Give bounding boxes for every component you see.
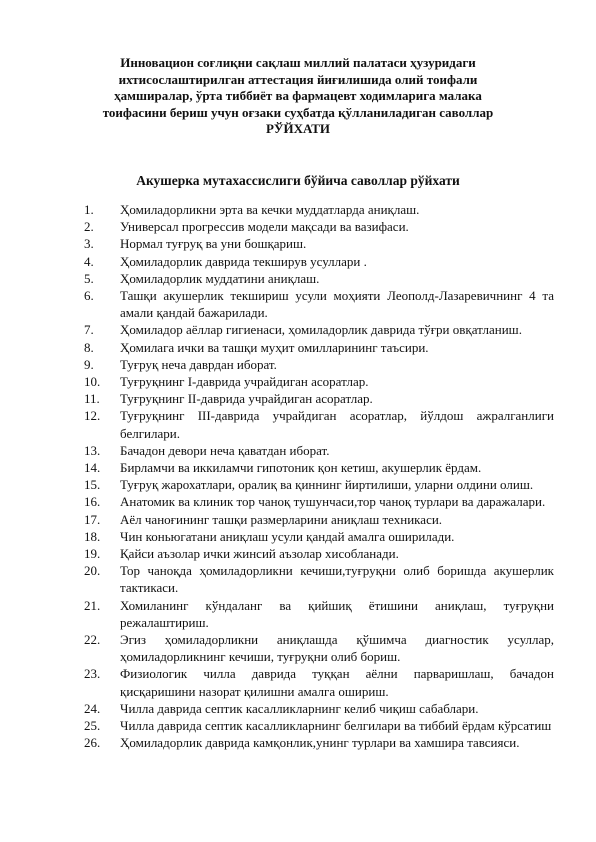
question-item bbox=[84, 373, 554, 390]
question-text: Ташқи акушерлик текшириш усули моҳияти Леополд-Лазаревичнинг 4 та амали қандай бажарилади. bbox=[120, 288, 554, 321]
question-item bbox=[84, 562, 554, 596]
question-item bbox=[84, 528, 554, 545]
question-number: 5. bbox=[84, 270, 94, 286]
question-text: Аёл чаноғининг ташқи размерларини аниқлаш техникаси. bbox=[120, 511, 443, 527]
question-text: Қайси аъзолар ички жинсий аъзолар хисобланади. bbox=[120, 546, 399, 562]
question-item bbox=[84, 201, 554, 218]
question-item bbox=[84, 390, 554, 407]
question-text: Ҳомиладорликни эрта ва кечки муддатларда аниқлаш. bbox=[120, 202, 420, 217]
question-number: 7. bbox=[84, 322, 94, 338]
question-number: 24. bbox=[84, 700, 101, 716]
question-text: Физиологик чилла даврида туққан аёлни парваришлаш, бачадон қисқаришини назорат қилишни амалга ошириш. bbox=[120, 666, 554, 699]
question-text: Универсал прогрессив модели мақсади ва вазифаси. bbox=[120, 219, 409, 235]
question-item bbox=[84, 235, 554, 252]
question-item bbox=[84, 700, 554, 717]
question-text: Туғруқ жарохатлари, оралиқ ва қиннинг йиртилиши, уларни олдини олиш. bbox=[120, 477, 534, 493]
question-text: Туғруқ неча даврдан иборат. bbox=[120, 356, 277, 372]
document-title bbox=[86, 55, 510, 138]
question-item bbox=[84, 270, 554, 287]
question-number: 4. bbox=[84, 253, 94, 269]
question-text: Туғруқнинг II-даврида учрайдиган асоратлар. bbox=[120, 391, 373, 407]
question-item bbox=[84, 665, 554, 699]
title-line: РЎЙХАТИ bbox=[265, 121, 330, 136]
title-line: ҳамширалар, ўрта тиббиёт ва фармацевт ходимларига малака bbox=[114, 88, 482, 103]
question-item bbox=[84, 253, 554, 270]
question-item bbox=[84, 511, 554, 528]
question-item bbox=[84, 407, 554, 441]
question-text: Эгиз ҳомиладорликни аниқлашда қўшимча диагностик усуллар, ҳомиладорликнинг кечиши, туғруқни олиб бориш. bbox=[120, 632, 554, 665]
question-text: Тор чаноқда ҳомиладорликни кечиши,туғруқни олиб боришда акушерлик тактикаси. bbox=[120, 563, 554, 596]
question-number: 9. bbox=[84, 356, 94, 372]
question-text: Чин коньюгатани аниқлаш усули қандай амалга оширилади. bbox=[120, 528, 455, 544]
question-number: 18. bbox=[84, 528, 101, 544]
question-item bbox=[84, 734, 554, 751]
question-number: 12. bbox=[84, 408, 101, 424]
question-text: Хомиланинг кўндаланг ва қийшиқ ётишини аниқлаш, туғруқни режалаштириш. bbox=[120, 597, 554, 630]
question-number: 6. bbox=[84, 288, 94, 304]
question-number: 19. bbox=[84, 546, 101, 562]
title-line: тоифасини бериш учун оғзаки суҳбатда қўлланиладиган саволлар bbox=[102, 104, 494, 120]
question-number: 2. bbox=[84, 219, 94, 235]
question-text: Бачадон девори неча қаватдан иборат. bbox=[120, 442, 330, 458]
question-number: 14. bbox=[84, 460, 101, 476]
question-item bbox=[84, 545, 554, 562]
question-number: 20. bbox=[84, 563, 101, 579]
question-number: 1. bbox=[84, 202, 94, 217]
question-number: 15. bbox=[84, 477, 101, 493]
question-text: Ҳомиладорлик даврида камқонлик,унинг турлари ва хамшира тавсияси. bbox=[120, 735, 520, 751]
question-number: 10. bbox=[84, 374, 101, 390]
question-item bbox=[84, 339, 554, 356]
question-item bbox=[84, 321, 554, 338]
question-text: Бирламчи ва иккиламчи гипотоник қон кетиш, акушерлик ёрдам. bbox=[120, 460, 482, 476]
question-list bbox=[84, 201, 554, 752]
question-item bbox=[84, 476, 554, 493]
question-number: 3. bbox=[84, 236, 94, 252]
question-item bbox=[84, 597, 554, 631]
title-line: ихтисослаштирилган аттестация йиғилишида олий тоифали bbox=[118, 71, 478, 87]
question-number: 13. bbox=[84, 442, 101, 458]
section-subtitle: Акушерка мутахассислиги бўйича саволлар рўйхати bbox=[136, 173, 460, 188]
question-text: Чилла даврида септик касалликларнинг белгилари ва тиббий ёрдам кўрсатиш bbox=[120, 718, 552, 734]
question-text: Ҳомиладорлик муддатини аниқлаш. bbox=[120, 270, 320, 286]
question-text: Анатомик ва клиник тор чаноқ тушунчаси,тор чаноқ турлари ва даражалари. bbox=[120, 494, 546, 510]
question-item bbox=[84, 287, 554, 321]
question-number: 26. bbox=[84, 735, 101, 751]
question-number: 8. bbox=[84, 339, 94, 355]
question-number: 21. bbox=[84, 597, 101, 613]
question-number: 11. bbox=[84, 391, 100, 407]
question-number: 22. bbox=[84, 632, 101, 648]
question-text: Ҳомиладор аёллар гигиенаси, ҳомиладорлик даврида тўғри овқатланиш. bbox=[120, 322, 522, 338]
question-item bbox=[84, 356, 554, 373]
question-number: 23. bbox=[84, 666, 101, 682]
question-number: 25. bbox=[84, 718, 101, 734]
question-item bbox=[84, 442, 554, 459]
question-item bbox=[84, 218, 554, 235]
question-number: 16. bbox=[84, 494, 101, 510]
title-line: Инновацион соғлиқни сақлаш миллий палатаси ҳузуридаги bbox=[120, 55, 476, 70]
question-text: Туғруқнинг I-даврида учрайдиган асоратлар. bbox=[120, 374, 369, 390]
question-item bbox=[84, 717, 554, 734]
question-item bbox=[84, 459, 554, 476]
question-text: Нормал туғруқ ва уни бошқариш. bbox=[120, 236, 307, 252]
question-item bbox=[84, 493, 554, 510]
question-text: Туғруқнинг III-даврида учрайдиган асоратлар, йўлдош ажралганлиги белгилари. bbox=[120, 408, 554, 441]
question-item bbox=[84, 631, 554, 665]
question-text: Чилла даврида септик касалликларнинг келиб чиқиш сабаблари. bbox=[120, 700, 479, 716]
question-number: 17. bbox=[84, 511, 101, 527]
question-text: Ҳомилага ички ва ташқи муҳит омилларининг таъсири. bbox=[120, 339, 429, 355]
question-text: Ҳомиладорлик даврида текширув усуллари . bbox=[120, 253, 367, 269]
